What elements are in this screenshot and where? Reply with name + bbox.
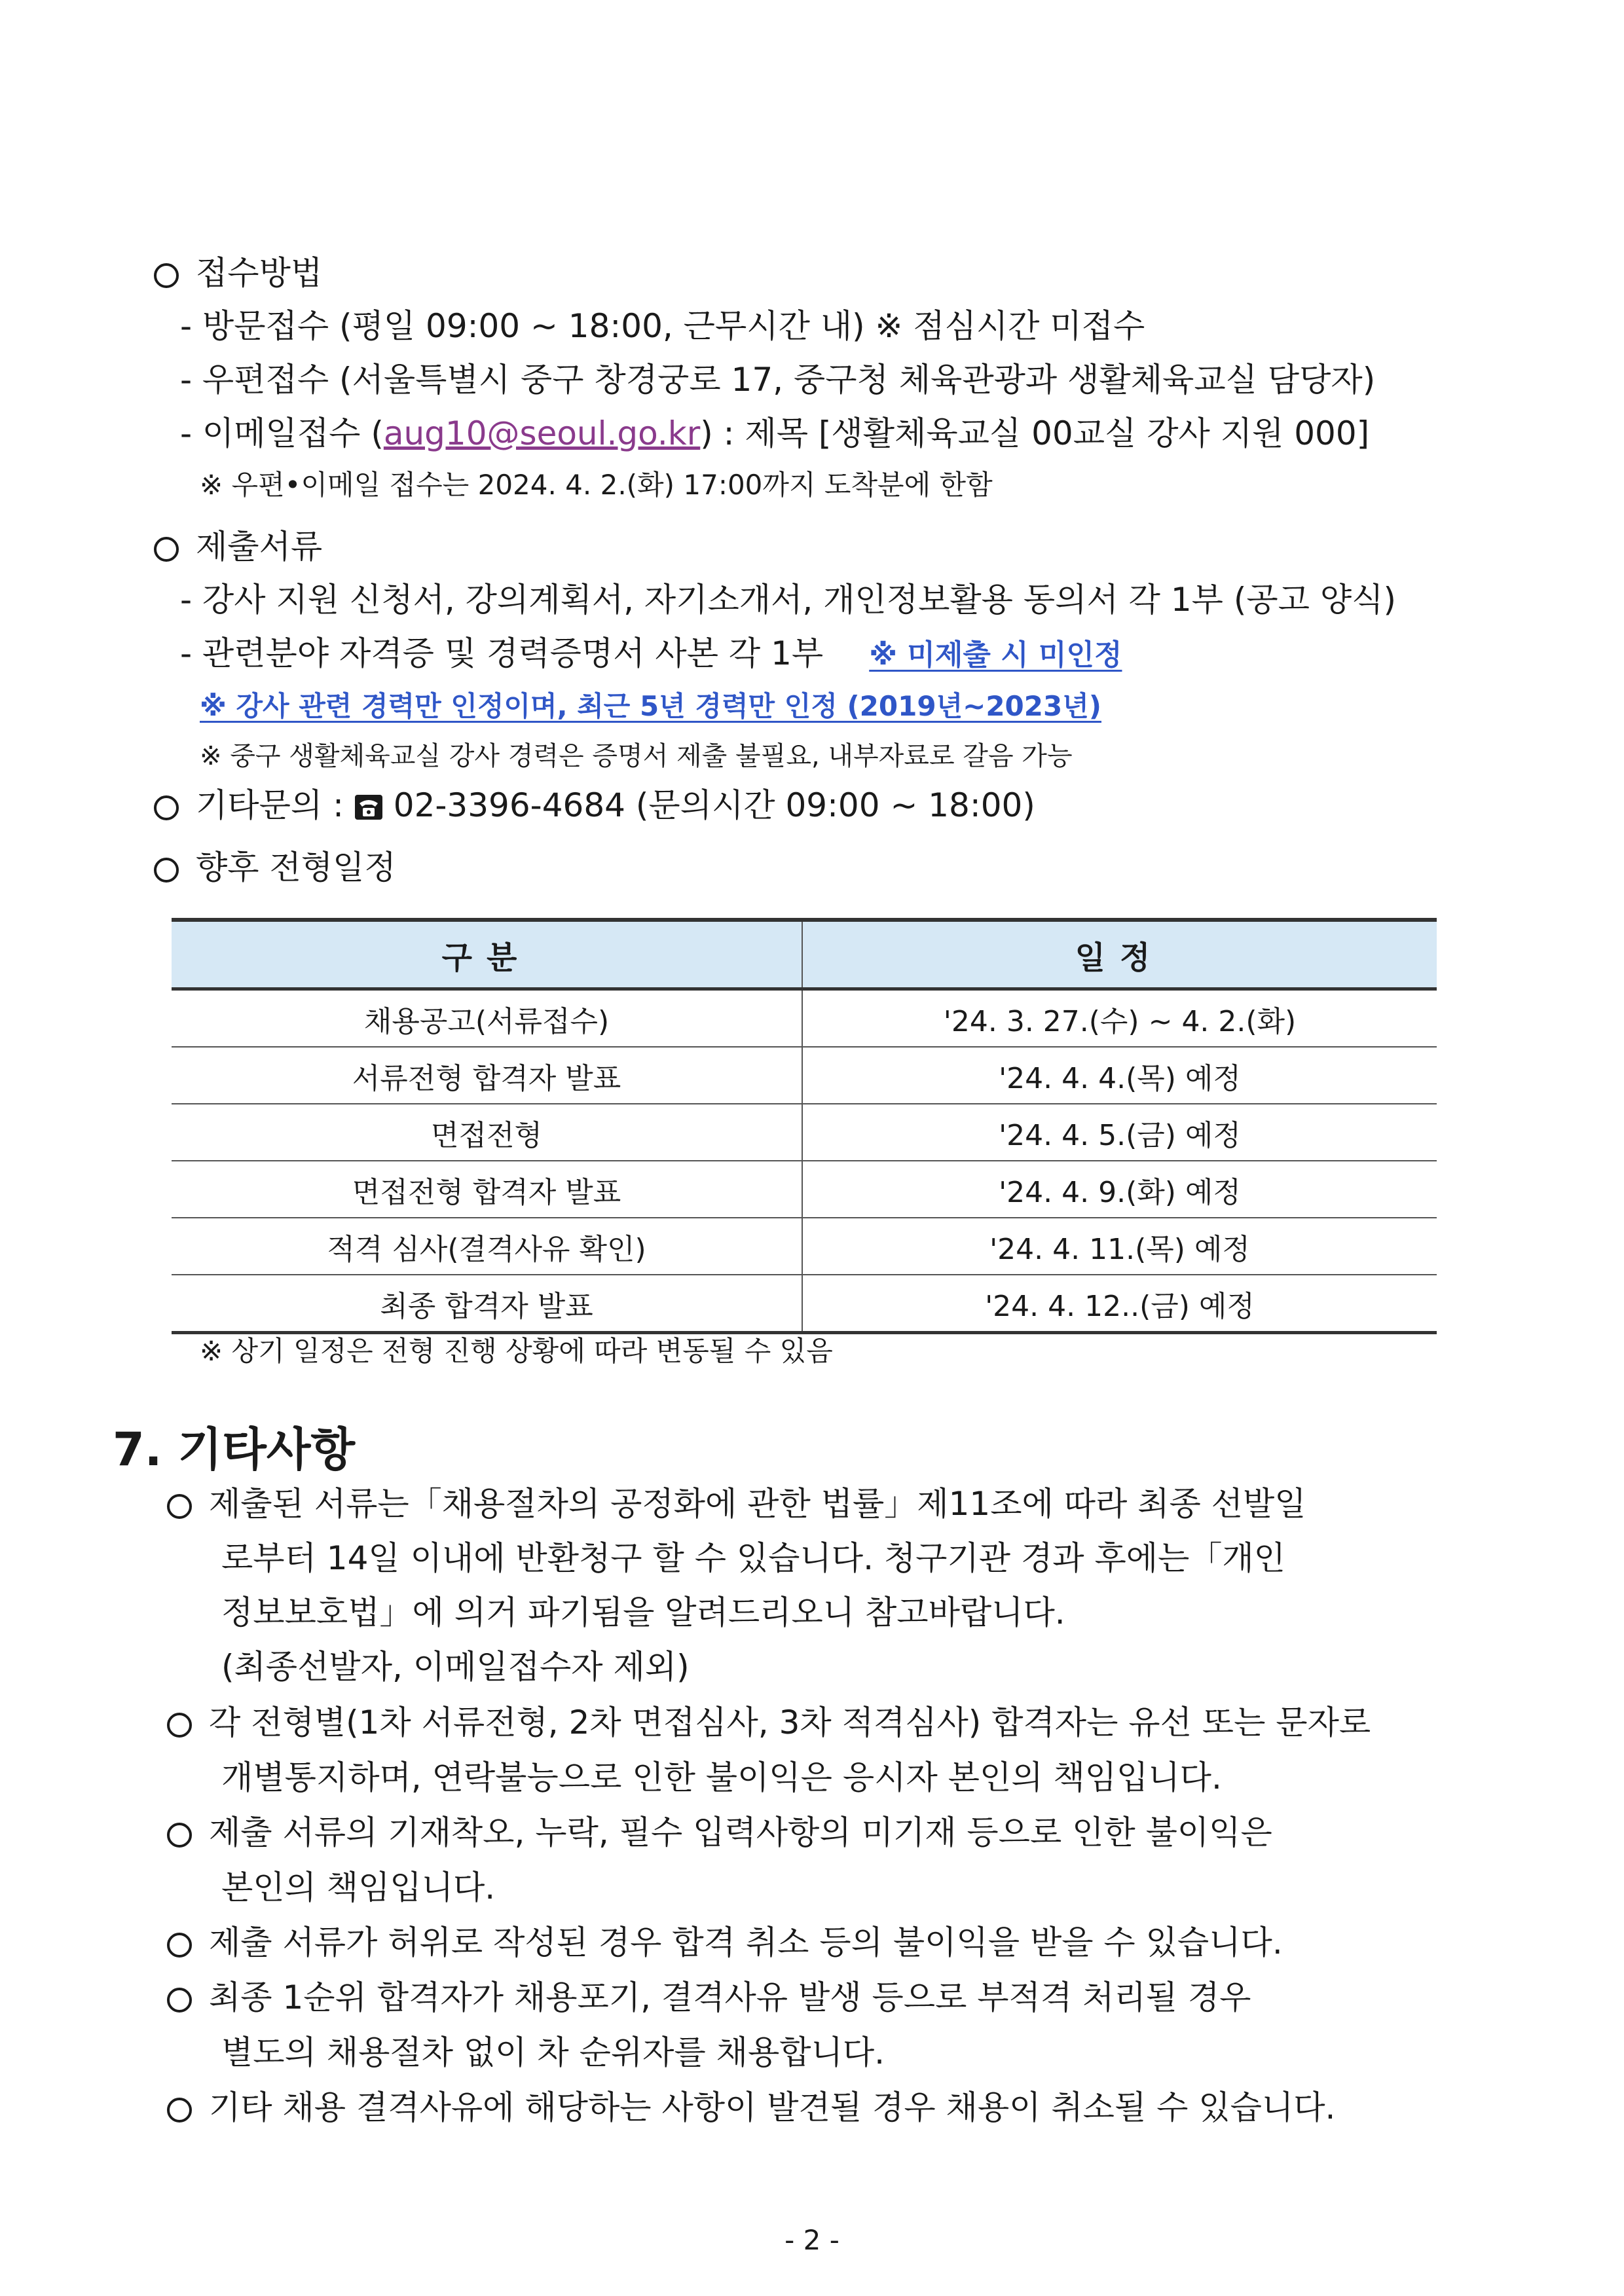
section-title-other: 7. 기타사항 bbox=[113, 1423, 356, 1476]
circle-bullet-icon bbox=[167, 1933, 192, 1958]
circle-bullet-icon bbox=[167, 1823, 192, 1848]
schedule-table bbox=[172, 918, 1437, 1334]
documents-line2-note: ※ 미제출 시 미인정 bbox=[869, 638, 1122, 672]
table-header-row bbox=[172, 920, 1437, 989]
documents-gray-note: ※ 중구 생활체육교실 강사 경력은 증명서 제출 불필요, 내부자료로 갈음 가능 bbox=[200, 741, 1073, 771]
circle-bullet-icon bbox=[154, 858, 179, 883]
other-item-4: 제출 서류가 허위로 작성된 경우 합격 취소 등의 불이익을 받을 수 있습니다. bbox=[167, 1926, 1283, 1959]
table-row bbox=[172, 1104, 1437, 1161]
stage-cell: 면접전형 bbox=[172, 1104, 802, 1161]
stage-cell: 최종 합격자 발표 bbox=[172, 1275, 802, 1333]
other-item-2: 각 전형별(1차 서류전형, 2차 면접심사, 3차 적격심사) 합격자는 유선 또는 문자로 bbox=[167, 1706, 1371, 1739]
reception-mail: - 우편접수 (서울특별시 중구 창경궁로 17, 중구청 체육관광과 생활체육교실 담당자) bbox=[180, 361, 1376, 399]
other-item-3: 제출 서류의 기재착오, 누락, 필수 입력사항의 미기재 등으로 인한 불이익은 bbox=[167, 1816, 1272, 1849]
stage-cell: 면접전형 합격자 발표 bbox=[172, 1161, 802, 1218]
date-cell: '24. 4. 4.(목) 예정 bbox=[802, 1047, 1437, 1104]
reception-email: - 이메일접수 (aug10@seoul.go.kr) : 제목 [생활체육교실 00교실 강사 지원 000] bbox=[180, 414, 1370, 452]
other-item-3-line2: 본인의 책임입니다. bbox=[221, 1868, 496, 1906]
circle-bullet-icon bbox=[154, 795, 179, 820]
other-item-1-line4: (최종선발자, 이메일접수자 제외) bbox=[221, 1648, 690, 1686]
phone-icon bbox=[354, 794, 383, 820]
stage-cell: 적격 심사(결격사유 확인) bbox=[172, 1218, 802, 1275]
table-row bbox=[172, 989, 1437, 1048]
date-cell: '24. 4. 5.(금) 예정 bbox=[802, 1104, 1437, 1161]
other-item-1-line3: 정보보호법」에 의거 파기됨을 알려드리오니 참고바랍니다. bbox=[221, 1594, 1065, 1631]
stage-cell: 서류전형 합격자 발표 bbox=[172, 1047, 802, 1104]
other-item-5: 최종 1순위 합격자가 채용포기, 결격사유 발생 등으로 부적격 처리될 경우 bbox=[167, 1981, 1251, 2014]
date-cell: '24. 3. 27.(수) ~ 4. 2.(화) bbox=[802, 989, 1437, 1048]
documents-line2: - 관련분야 자격증 및 경력증명서 사본 각 1부 ※ 미제출 시 미인정 bbox=[180, 634, 1122, 672]
circle-bullet-icon bbox=[167, 1988, 192, 2013]
date-cell: '24. 4. 9.(화) 예정 bbox=[802, 1161, 1437, 1218]
other-item-6: 기타 채용 결격사유에 해당하는 사항이 발견될 경우 채용이 취소될 수 있습니다. bbox=[167, 2091, 1335, 2124]
documents-heading: 제출서류 bbox=[154, 530, 322, 563]
stage-cell: 채용공고(서류접수) bbox=[172, 989, 802, 1048]
email-link[interactable]: aug10@seoul.go.kr bbox=[383, 414, 701, 452]
other-item-2-line2: 개별통지하며, 연락불능으로 인한 불이익은 응시자 본인의 책임입니다. bbox=[221, 1758, 1222, 1796]
date-cell: '24. 4. 12..(금) 예정 bbox=[802, 1275, 1437, 1333]
other-item-5-line2: 별도의 채용절차 없이 차 순위자를 채용합니다. bbox=[221, 2033, 885, 2071]
reception-deadline-note: ※ 우편•이메일 접수는 2024. 4. 2.(화) 17:00까지 도착분에 한함 bbox=[200, 469, 993, 501]
other-item-1: 제출된 서류는「채용절차의 공정화에 관한 법률」제11조에 따라 최종 선발일 bbox=[167, 1487, 1306, 1520]
table-row bbox=[172, 1047, 1437, 1104]
table-row bbox=[172, 1275, 1437, 1333]
reception-heading: 접수방법 bbox=[154, 257, 322, 289]
reception-visit: - 방문접수 (평일 09:00 ~ 18:00, 근무시간 내) ※ 점심시간 미접수 bbox=[180, 307, 1145, 345]
documents-blue-note: ※ 강사 관련 경력만 인정이며, 최근 5년 경력만 인정 (2019년~2023년) bbox=[200, 690, 1101, 722]
documents-line1: - 강사 지원 신청서, 강의계획서, 자기소개서, 개인정보활용 동의서 각 1부 (공고 양식) bbox=[180, 581, 1396, 619]
circle-bullet-icon bbox=[167, 1494, 192, 1519]
circle-bullet-icon bbox=[154, 263, 179, 288]
table-row bbox=[172, 1218, 1437, 1275]
schedule-note: ※ 상기 일정은 전형 진행 상황에 따라 변동될 수 있음 bbox=[200, 1335, 833, 1367]
other-item-1-line2: 로부터 14일 이내에 반환청구 할 수 있습니다. 청구기관 경과 후에는「개인 bbox=[221, 1539, 1285, 1577]
circle-bullet-icon bbox=[167, 1713, 192, 1738]
circle-bullet-icon bbox=[167, 2098, 192, 2123]
schedule-heading: 향후 전형일정 bbox=[154, 851, 396, 884]
page-number: - 2 - bbox=[784, 2224, 840, 2256]
date-cell: '24. 4. 11.(목) 예정 bbox=[802, 1218, 1437, 1275]
circle-bullet-icon bbox=[154, 537, 179, 562]
column-header-date: 일정 bbox=[802, 920, 1437, 989]
inquiry-line: 기타문의 : 02-3396-4684 (문의시간 09:00 ~ 18:00) bbox=[154, 789, 1035, 822]
column-header-stage: 구분 bbox=[172, 920, 802, 989]
table-row bbox=[172, 1161, 1437, 1218]
